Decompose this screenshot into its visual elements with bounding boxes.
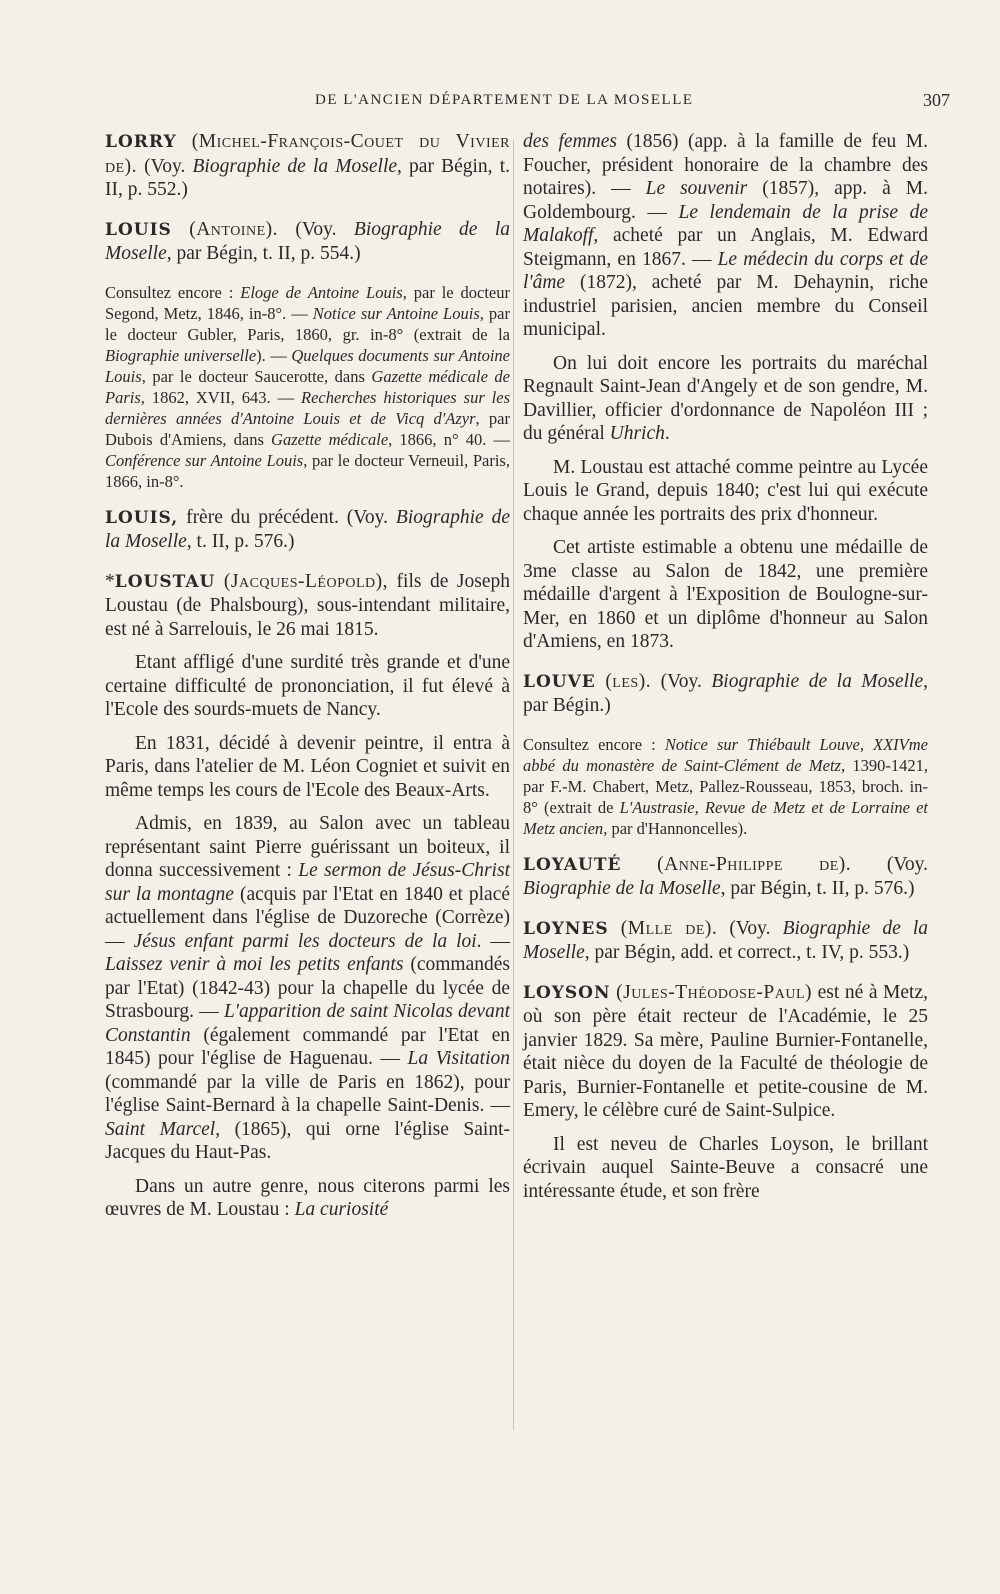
paragraph: Etant affligé d'une surdité très grande et d'une certaine difficulté de prononciation, il fut élevé à l'Ecole des sourds-muets de Nancy. <box>105 652 510 720</box>
headword: LOYSON <box>523 982 611 1003</box>
paragraph: En 1831, décidé à devenir peintre, il entra à Paris, dans l'atelier de M. Léon Cogniet et suivit en même temps les cours de l'Ecole des Beaux-Arts. <box>105 732 510 801</box>
left-column <box>105 130 510 1232</box>
bibliography-note: Consultez encore : Eloge de Antoine Louis, par le docteur Segond, Metz, 1846, in-8°. — Notice sur Antoine Louis, par le docteur Gubler, Paris, 1860, gr. in-8° (extrait de la Biographie universelle). — Quelques documents sur Antoine Louis, par le docteur Saucerotte, dans Gazette médicale de Paris, 1862, XVII, 643. — Recherches historiques sur les dernières années d'Antoine Louis et de Vicq d'Azyr, par Dubois d'Amiens, dans Gazette médicale, 1866, n° 40. — Conférence sur Antoine Louis, par le docteur Verneuil, Paris, 1866, in-8°. <box>105 282 511 491</box>
entry-loyaute: LOYAUTÉ (Anne-Philippe de). (Voy. Biographie de la Moselle, par Bégin, t. II, p. 576.) <box>523 853 928 899</box>
headword: LOUVE <box>523 671 596 692</box>
paragraph: On lui doit encore les portraits du maréchal Regnault Saint-Jean d'Angely et de son gendre, M. Davillier, officier d'ordonnance de Napoléon III ; du général Uhrich. <box>523 352 928 444</box>
entry-loynes: LOYNES (Mlle de). (Voy. Biographie de la Moselle, par Bégin, add. et correct., t. IV, p. 553.) <box>523 917 929 963</box>
entry-louis: LOUIS (Antoine). (Voy. Biographie de la Moselle, par Bégin, t. II, p. 554.) <box>105 218 510 264</box>
entry-louis-brother: LOUIS, frère du précédent. (Voy. Biographie de la Moselle, t. II, p. 576.) <box>105 506 510 552</box>
page-header <box>105 90 950 114</box>
entry-loyson: LOYSON (Jules-Théodose-Paul) est né à Metz, où son père était recteur de l'Académie, le 25 janvier 1829. Sa mère, Pauline Burnier-Fontanelle, était nièce du doyen de la Faculté de théologie de Paris, Burnier-Fontanelle et petite-cousine de M. Emery, le célèbre curé de Saint-Sulpice. <box>523 981 928 1121</box>
headword: LOUSTAU <box>114 571 216 592</box>
entry-lorry: LORRY (Michel-François-Couet du Vivier de). (Voy. Biographie de la Moselle, par Bégin, t. II, p. 552.) <box>105 131 510 200</box>
paragraph: Admis, en 1839, au Salon avec un tableau représentant saint Pierre guérissant un boiteux, il donna successivement : Le sermon de Jésus-Christ sur la montagne (acquis par l'Etat en 1840 et placé actuellement dans l'église de Duzoreche (Corrèze) — Jésus enfant parmi les docteurs de la loi. — Laissez venir à moi les petits enfants (commandés par l'Etat) (1842-43) pour la chapelle du lycée de Strasbourg. — L'apparition de saint Nicolas devant Constantin (également commandé par l'Etat en 1845) pour l'église de Haguenau. — La Visitation (commandé par la ville de Paris en 1862), pour l'église Saint-Bernard à la chapelle Saint-Denis. — Saint Marcel, (1865), qui orne l'église Saint-Jacques du Haut-Pas. <box>105 813 510 1163</box>
headword: LOUIS, <box>105 507 179 528</box>
headword: LOYNES <box>523 918 609 939</box>
paragraph: M. Loustau est attaché comme peintre au Lycée Louis le Grand, depuis 1840; c'est lui qui exécute chaque année les portraits des prix d'honneur. <box>523 456 928 525</box>
running-title: DE L'ANCIEN DÉPARTEMENT DE LA MOSELLE <box>315 92 694 108</box>
bibliography-note: Consultez encore : Notice sur Thiébault Louve, XXIVme abbé du monastère de Saint-Clément de Metz, 1390-1421, par F.-M. Chabert, Metz, Pallez-Rousseau, 1853, broch. in-8° (extrait de L'Austrasie, Revue de Metz et de Lorraine et Metz ancien, par d'Hannoncelles). <box>523 734 928 838</box>
page-number: 307 <box>923 90 950 110</box>
entry-louve: LOUVE (les). (Voy. Biographie de la Moselle, par Bégin.) <box>523 670 929 716</box>
headword: LOUIS <box>105 219 172 240</box>
right-column <box>523 130 928 1213</box>
paragraph: Dans un autre genre, nous citerons parmi les œuvres de M. Loustau : La curiosité <box>105 1175 510 1220</box>
column-divider <box>513 140 514 1430</box>
paragraph: Il est neveu de Charles Loyson, le brillant écrivain auquel Sainte-Beuve a consacré une intéressante étude, et son frère <box>523 1133 928 1202</box>
headword: LOYAUTÉ <box>523 854 622 875</box>
paragraph: des femmes (1856) (app. à la famille de feu M. Foucher, président honoraire de la chambre des notaires). — Le souvenir (1857), app. à M. Goldembourg. — Le lendemain de la prise de Malakoff, acheté par un Anglais, M. Edward Steigmann, en 1867. — Le médecin du corps et de l'âme (1872), acheté par M. Dehaynin, riche industriel parisien, ancien membre du Conseil municipal. <box>523 131 928 340</box>
entry-loustau: *LOUSTAU (Jacques-Léopold), fils de Joseph Loustau (de Phalsbourg), sous-intendant militaire, est né à Sarrelouis, le 26 mai 1815. <box>105 570 511 640</box>
paragraph: Cet artiste estimable a obtenu une médaille de 3me classe au Salon de 1842, une première médaille d'argent à l'Exposition de Boulogne-sur-Mer, en 1860 et un diplôme d'honneur au Salon d'Amiens, en 1873. <box>523 537 928 652</box>
headword: LORRY <box>105 132 177 152</box>
